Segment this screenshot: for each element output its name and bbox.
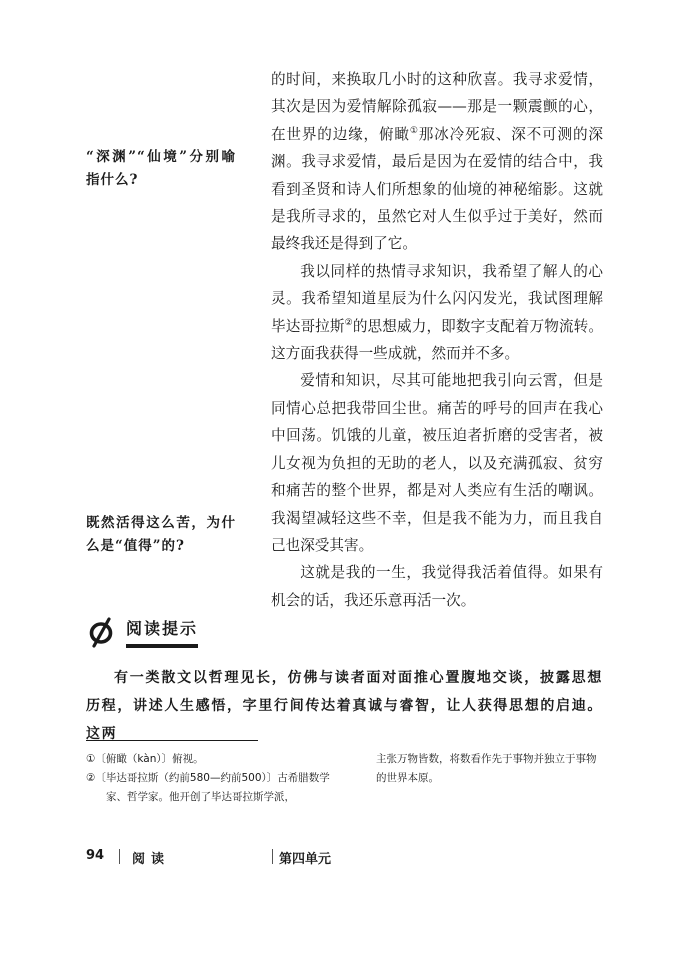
footnote-1: ①〔俯瞰（kàn）〕俯视。: [86, 753, 204, 765]
page-number: 94: [86, 848, 105, 863]
paragraph-1-text-a: 的时间，来换取几小时的这种欣喜。我寻求爱情，其次是因为爱情解除孤寂——那是一颗震颤的心，在世界的边缘，俯瞰: [271, 71, 603, 143]
reading-hint-icon: [86, 616, 118, 648]
footnote-2-continued: 主张万物皆数，将数看作先于事物并独立于事物的世界本原。: [376, 753, 597, 784]
reading-hint-header: [86, 616, 198, 648]
paragraph-2-text-b: 的思想威力，即数字支配着万物流转。这方面我获得一些成就，然而并不多。: [271, 317, 603, 363]
paragraph-1-text-b: 那冰冷死寂、深不可测的深渊。我寻求爱情，最后是因为在爱情的结合中，我看到圣贤和诗人们所想象的仙境的神秘缩影。这就是我所寻求的，虽然它对人生似乎过于美好，然而最终我还是得到了它。: [271, 125, 603, 253]
reading-hint-title: 阅读提示: [126, 616, 198, 648]
main-text: [271, 66, 603, 614]
margin-question-2: 既然活得这么苦，为什么是“值得”的?: [86, 515, 236, 554]
reading-hint-text: 有一类散文以哲理见长，仿佛与读者面对面推心置腹地交谈，披露思想历程，讲述人生感悟，字里行间传达着真诚与睿智，让人获得思想的启迪。这两: [86, 670, 603, 742]
page-footer: [86, 848, 386, 868]
footnote-ref-2[interactable]: ②: [344, 317, 353, 328]
footnote-divider: [86, 740, 258, 741]
unit-label: 第四单元: [279, 852, 332, 867]
footer-divider-2: [272, 849, 273, 864]
book-title: 阅读: [132, 852, 171, 867]
paragraph-4: 这就是我的一生，我觉得我活着值得。如果有机会的话，我还乐意再活一次。: [271, 564, 603, 609]
paragraph-2-text-a: 我以同样的热情寻求知识，我希望了解人的心灵。我希望知道星辰为什么闪闪发光，我试图理解毕达哥拉斯: [271, 262, 603, 335]
footnote-2: ②〔毕达哥拉斯（约前580—约前500）〕古希腊数学家、哲学家。他开创了毕达哥拉斯学派，: [86, 772, 330, 803]
paragraph-1: [271, 66, 603, 258]
margin-question-1: “深渊”“仙境”分别喻指什么?: [86, 149, 236, 188]
paragraph-2: [271, 258, 603, 368]
footnotes-right-column: [376, 750, 604, 788]
footnotes-left-column: [86, 750, 338, 807]
footnote-ref-1[interactable]: ①: [409, 125, 419, 136]
footer-divider: [119, 849, 120, 864]
paragraph-3: 爱情和知识，尽其可能地把我引向云霄，但是同情心总把我带回尘世。痛苦的呼号的回声在我心中回荡。饥饿的儿童，被压迫者折磨的受害者，被儿女视为负担的无助的老人，以及充满孤寂、贫穷和痛苦的整个世界，都是对人类应有生活的嘲讽。我渴望减轻这些不幸，但是我不能为力，而且我自己也深受其害。: [271, 372, 603, 554]
